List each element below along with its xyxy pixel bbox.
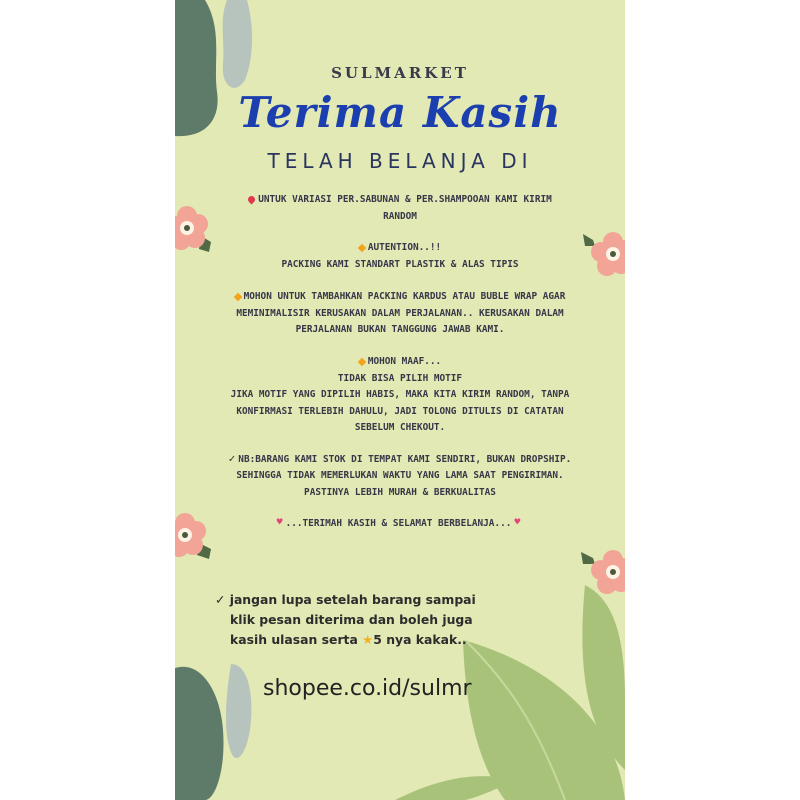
blob-shape <box>175 667 224 800</box>
review-reminder: ✓ jangan lupa setelah barang sampai klik pesan diterima dan boleh juga kasih ulasan serta ★5 nya kakak.. <box>215 592 476 647</box>
shopped-at-subtitle: TELAH BELANJA DI <box>267 149 533 173</box>
check-icon: ✓ <box>228 452 236 465</box>
star-icon: ★ <box>362 632 374 647</box>
note-closing: ♥ ...TERIMAH KASIH & SELAMAT BERBELANJA... ♥ <box>175 515 625 532</box>
check-icon: ✓ <box>215 592 230 607</box>
note-motif: MOHON MAAF... TIDAK BISA PILIH MOTIF JIKA MOTIF YANG DIPILIH HABIS, MAKA KITA KIRIM RANDOM, TANPA KONFIRMASI TERLEBIH DAHULU, JADI TOLONG DITULIS DI CATATAN SEBELUM CHEKOUT. <box>230 356 570 433</box>
diamond-icon <box>358 357 366 365</box>
note-attention: AUTENTION..!! PACKING KAMI STANDART PLASTIK & ALAS TIPIS <box>281 242 519 270</box>
note-own-stock: ✓ NB:BARANG KAMI STOK DI TEMPAT KAMI SENDIRI, BUKAN DROPSHIP. SEHINGGA TIDAK MEMERLUKAN WAKTU YANG LAMA SAAT PENGIRIMAN. PASTINYA LEBIH MURAH & BERKUALITAS <box>228 452 572 498</box>
brand-name: SULMARKET <box>331 64 469 82</box>
heart-icon: ♥ <box>514 517 521 528</box>
diamond-icon <box>233 292 241 300</box>
leaf-shape <box>395 776 515 800</box>
thank-you-title: Terima Kasih <box>238 88 562 137</box>
note-packing-request: MOHON UNTUK TAMBAHKAN PACKING KARDUS ATAU BUBLE WRAP AGAR MEMINIMALISIR KERUSAKAN DALAM PERJALANAN.. KERUSAKAN DALAM PERJALANAN BUKAN TANGGUNG JAWAB KAMI. <box>175 289 625 339</box>
note-random-variant: UNTUK VARIASI PER.SABUNAN & PER.SHAMPOOAN KAMI KIRIM RANDOM <box>175 192 625 225</box>
pin-icon <box>247 195 257 205</box>
blob-shape <box>226 664 251 758</box>
thank-you-card <box>175 0 625 800</box>
shop-url: shopee.co.id/sulmr <box>263 676 472 701</box>
heart-icon: ♥ <box>276 517 283 528</box>
diamond-icon <box>358 243 366 251</box>
